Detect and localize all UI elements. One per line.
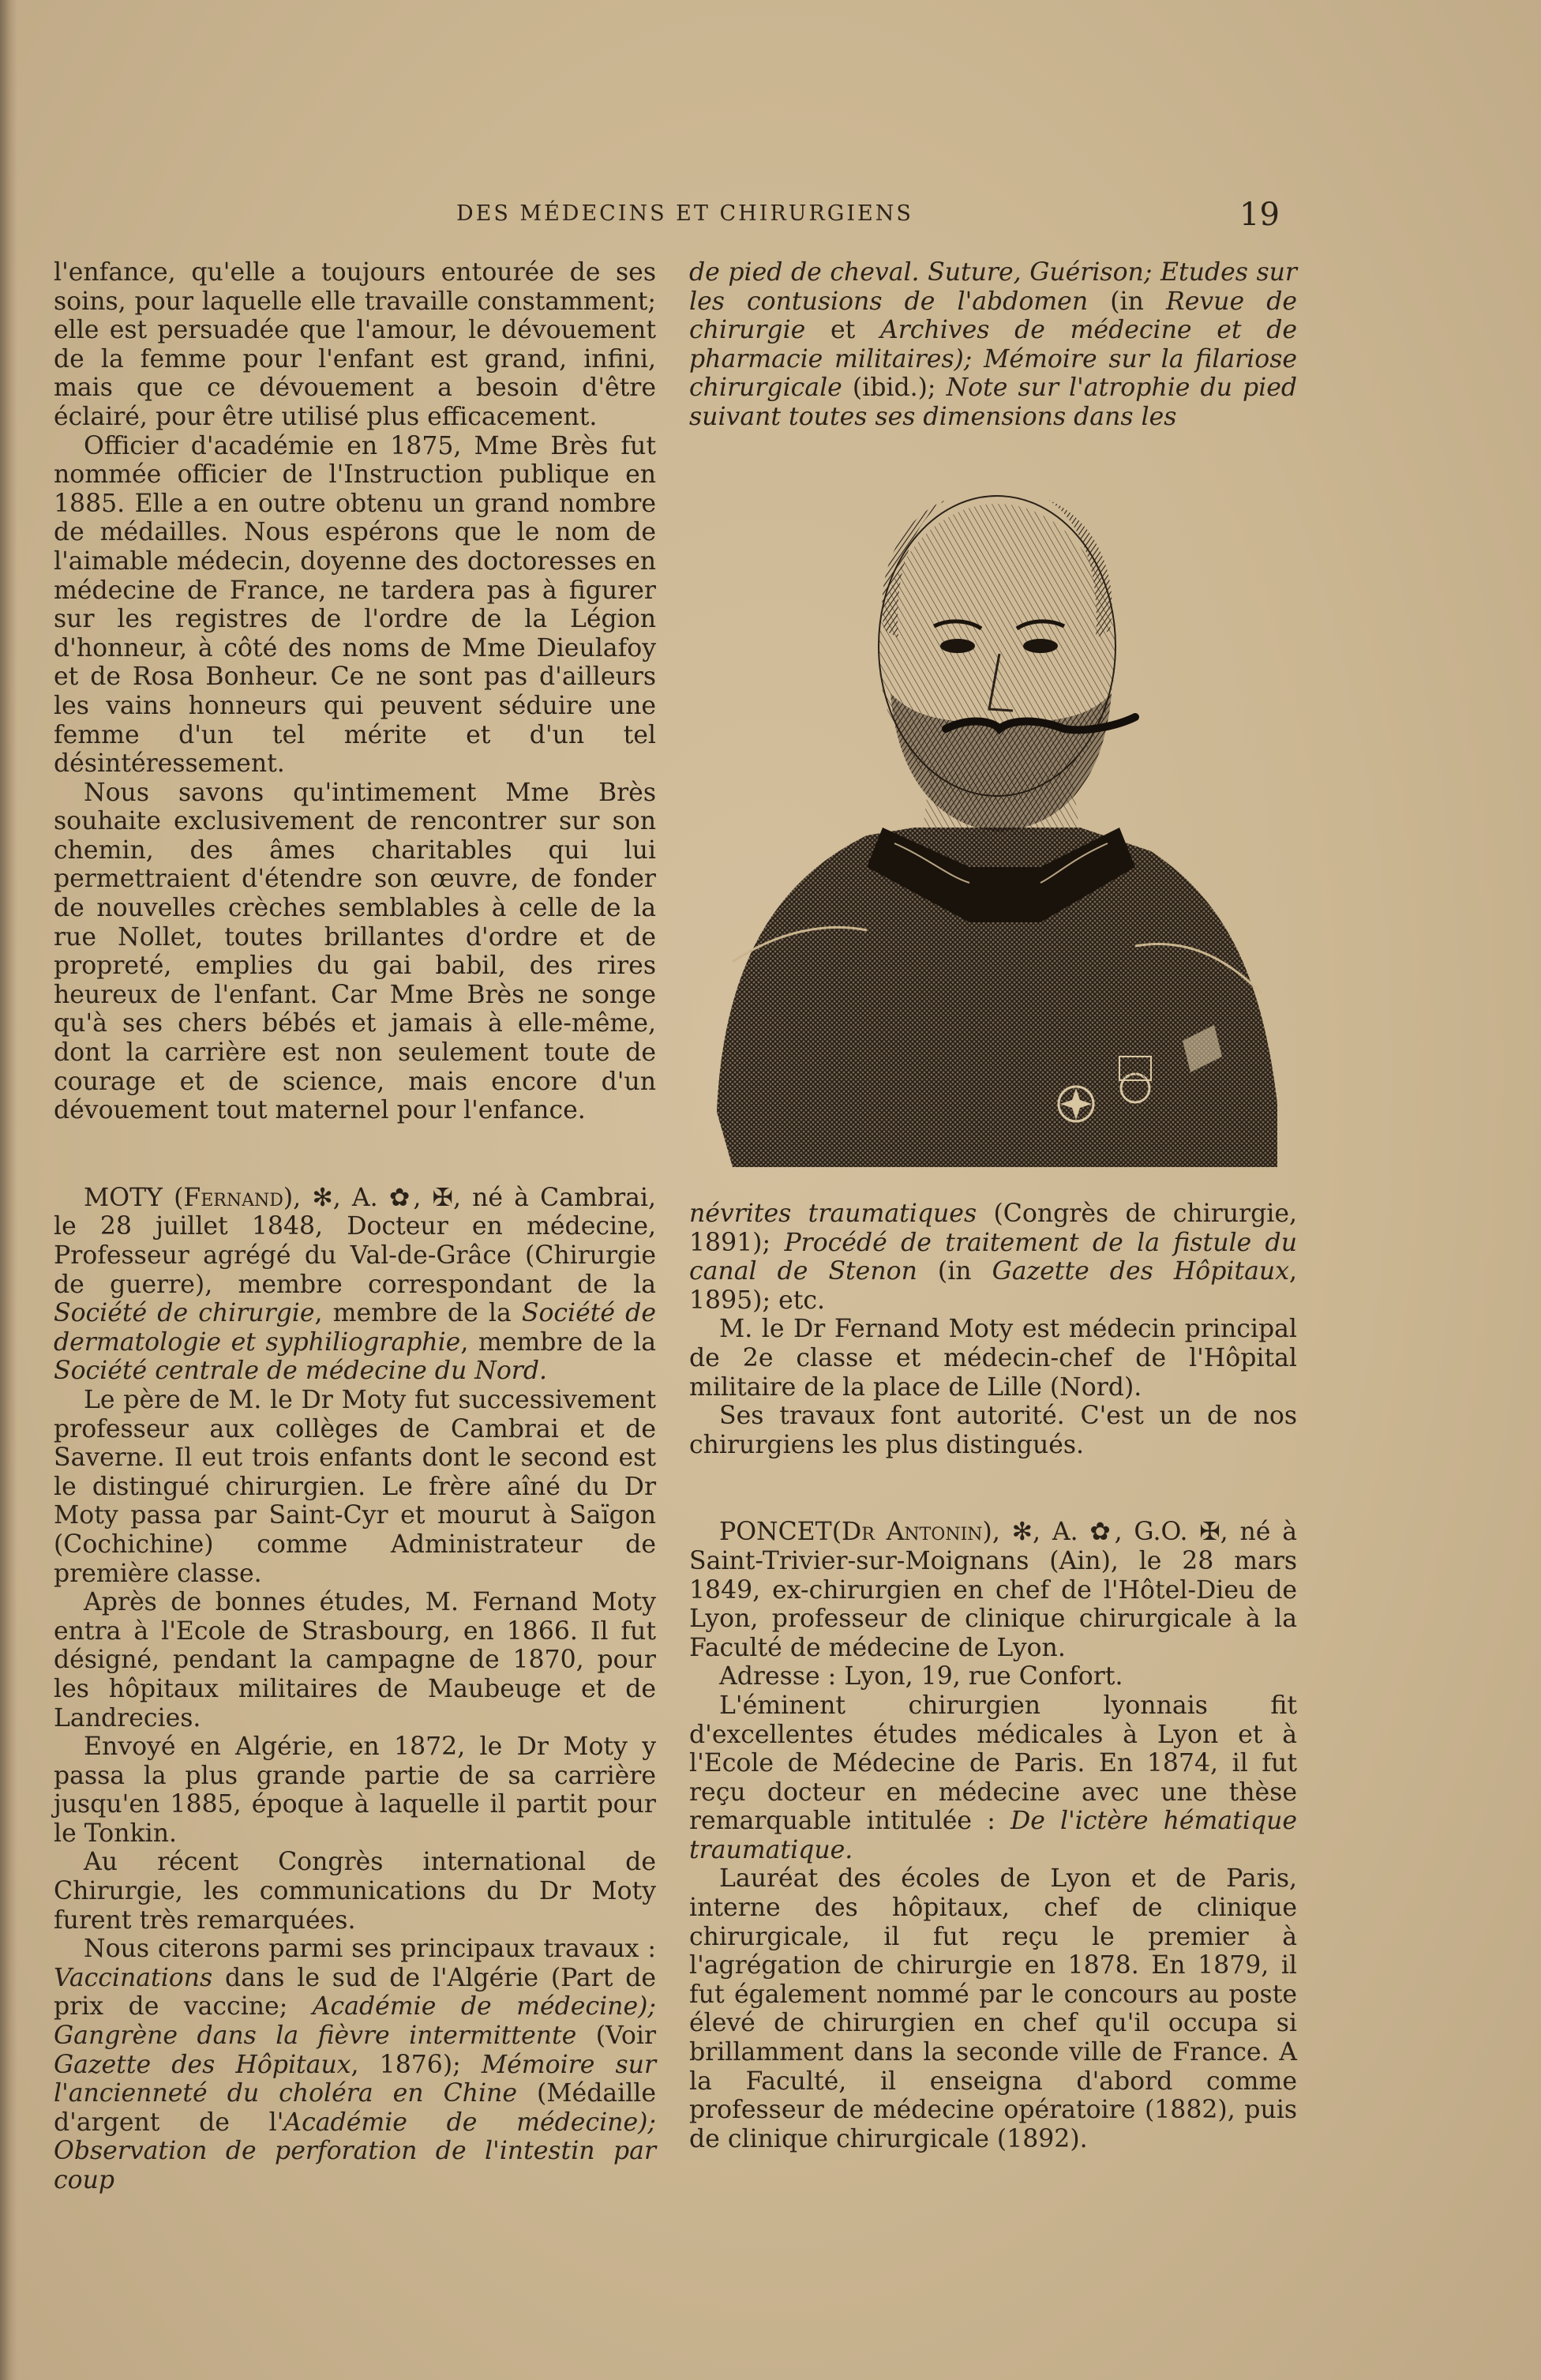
text: , 1876); [351, 2050, 461, 2079]
italic: de pied de cheval. Suture, Guérison; Etudes sur les contusions de l'abdomen [689, 258, 1297, 316]
entry-surname: PONCET [719, 1518, 832, 1547]
text: , 1895); etc. [689, 1257, 1297, 1315]
italic: De l'ictère hématique traumatique. [689, 1807, 1298, 1864]
paragraph: Officier d'académie en 1875, Mme Brès fut nommée officier de l'Instruction publique en 1885. Elle a en outre obtenu un grand nombre de médailles. Nous espérons que le nom de l'aimable médecin, doyenne des doctoresses en médecine de France, ne tardera pas à figurer sur les registres de l'ordre de la Légion d'honneur, à côté des noms de Mme Dieulafoy et de Rosa Bonheur. Ce ne sont pas d'ailleurs les vains honneurs qui peuvent séduire une femme d'un tel mérite et d'un tel désintéressement. [54, 431, 656, 779]
portrait-engraving [709, 456, 1285, 1183]
entry-italic: Société centrale de médecine du Nord. [54, 1357, 548, 1386]
entry-italic: Société de chirurgie [54, 1299, 315, 1328]
paragraph [689, 1691, 1297, 1865]
text: (Voir [595, 2021, 657, 2051]
entry-decorations: , ✻, A. ✿, G.O. ✠, né à [992, 1518, 1297, 1547]
right-column-top [689, 258, 1297, 432]
italic: Mémoire sur la filariose chirurgicale [689, 344, 1297, 403]
entry-text: , membre de la [460, 1327, 656, 1357]
entry-moty [54, 1184, 656, 1386]
paragraph: l'enfance, qu'elle a toujours entourée de ses soins, pour laquelle elle travaille constamment; elle est persuadée que l'amour, le dévouement de la femme pour l'enfant est grand, infini, mais que ce dévouement a besoin d'être éclairé, pour être utilisé plus efficacement. [54, 258, 656, 431]
italic: Mémoire sur l'ancienneté du choléra en Chine [54, 2050, 656, 2108]
italic: Gangrène dans la fièvre intermittente [54, 2021, 577, 2051]
paragraph: Lauréat des écoles de Lyon et de Paris, interne des hôpitaux, chef de clinique chirurgicale, il fut reçu le premier à l'agrégation de chirurgie en 1878. En 1879, il fut également nommé par le concours au poste élevé de chirurgien en chef qu'il occupa si brillamment dans la seconde ville de France. A la Faculté, il enseigna d'abord comme professeur de médecine opératoire (1882), puis de clinique chirurgicale (1892). [689, 1864, 1297, 2153]
text: (ibid.); [852, 374, 936, 403]
page-edge [0, 0, 17, 2380]
paragraph [689, 258, 1297, 432]
paragraph: Envoyé en Algérie, en 1872, le Dr Moty y passa la plus grande partie de sa carrière jusqu'en 1885, époque à laquelle il partit pour le Tonkin. [54, 1732, 656, 1848]
text: Nous citerons parmi ses principaux travaux : [84, 1935, 656, 1964]
text: (Congrès de chirurgie, 1891); [689, 1199, 1298, 1257]
text: L'éminent chirurgien lyonnais fit d'excellentes études médicales à Lyon et à l'Ecole de Médecine de Paris. En 1874, il fut reçu docteur en médecine avec une thèse remarquable intitulée : [689, 1691, 1297, 1836]
italic: Vaccinations [54, 1963, 213, 1992]
paragraph: Après de bonnes études, M. Fernand Moty entra à l'Ecole de Strasbourg, en 1866. Il fut désigné, pendant la campagne de 1870, pour les hôpitaux militaires de Maubeuge et de Landrecies. [54, 1588, 656, 1732]
italic: Académie de médecine); [283, 2108, 656, 2137]
entry-poncet [689, 1518, 1297, 1662]
paragraph-works [54, 1935, 656, 2194]
paragraph: Au récent Congrès international de Chirurgie, les communications du Dr Moty furent très remarquées. [54, 1848, 656, 1935]
entry-text: le 28 juillet 1848, Docteur en médecine, Professeur agrégé du Val-de-Grâce (Chirurgie de guerre), membre correspondant de la [54, 1212, 656, 1299]
entry-decorations: , ✻, A. ✿, ✠, né à Cambrai, [293, 1183, 656, 1212]
entry-firstname: (Dr Antonin) [831, 1518, 992, 1547]
italic: Archives de médecine et de pharmacie militaires); [689, 316, 1297, 374]
running-header [0, 197, 1541, 233]
paragraph: Le père de M. le Dr Moty fut successivement professeur aux collèges de Cambrai et de Saverne. Il eut trois enfants dont le second est le distingué chirurgien. Le frère aîné du Dr Moty passa par Saint-Cyr et mourut à Saïgon (Cochichine) comme Administrateur de première classe. [54, 1385, 656, 1588]
running-head: DES MÉDECINS ET CHIRURGIENS [456, 201, 913, 226]
entry-text: Saint-Trivier-sur-Moignans (Ain), le 28 mars 1849, ex-chirurgien en chef de l'Hôtel-Dieu de Lyon, professeur de clinique chirurgicale à la Faculté de médecine de Lyon. [689, 1546, 1297, 1662]
entry-italic: Société de dermatologie et syphiliographie [54, 1299, 656, 1357]
italic: névrites traumatiques [689, 1199, 977, 1228]
paragraph: Nous savons qu'intimement Mme Brès souhaite exclusivement de rencontrer sur son chemin, des âmes charitables qui lui permettraient d'étendre son œuvre, de fonder de nouvelles crèches semblables à celle de la rue Nollet, toutes brillantes d'ordre et de propreté, emplies du gai babil, des rires heureux de l'enfant. Car Mme Brès ne songe qu'à ses chers bébés et jamais à elle-même, dont la carrière est non seulement toute de courage et de science, mais encore d'un dévouement tout maternel pour l'enfance. [54, 778, 656, 1125]
text: (in [1110, 287, 1144, 316]
paragraph: Ses travaux font autorité. C'est un de nos chirurgiens les plus distingués. [689, 1402, 1297, 1459]
italic: Gazette des Hôpitaux [992, 1257, 1289, 1286]
text: (in [937, 1257, 972, 1286]
text: et [830, 316, 856, 345]
italic: Gazette des Hôpitaux [54, 2050, 351, 2079]
italic: Revue de chirurgie [689, 287, 1297, 345]
italic: Académie de médecine); [312, 1992, 656, 2021]
italic: Procédé de traitement de la fistule du canal de Stenon [689, 1228, 1298, 1286]
address: Adresse : Lyon, 19, rue Confort. [719, 1662, 1123, 1691]
italic: Note sur l'atrophie du pied suivant toutes ses dimensions dans les [689, 374, 1298, 431]
left-column [54, 258, 656, 2195]
entry-text: , membre de la [314, 1299, 512, 1328]
entry-surname: MOTY [84, 1183, 163, 1212]
text: (Médaille d'argent de l' [54, 2079, 657, 2137]
text: dans le sud de l'Algérie (Part de prix de vaccine; [54, 1963, 657, 2021]
paragraph [689, 1199, 1297, 1315]
page-number: 19 [1239, 197, 1280, 233]
entry-firstname: (Fernand) [174, 1183, 294, 1212]
italic: Observation de perforation de l'intestin par coup [54, 2137, 656, 2194]
paragraph: M. le Dr Fernand Moty est médecin principal de 2e classe et médecin-chef de l'Hôpital militaire de la place de Lille (Nord). [689, 1315, 1297, 1402]
right-column-bottom [689, 1199, 1297, 2153]
